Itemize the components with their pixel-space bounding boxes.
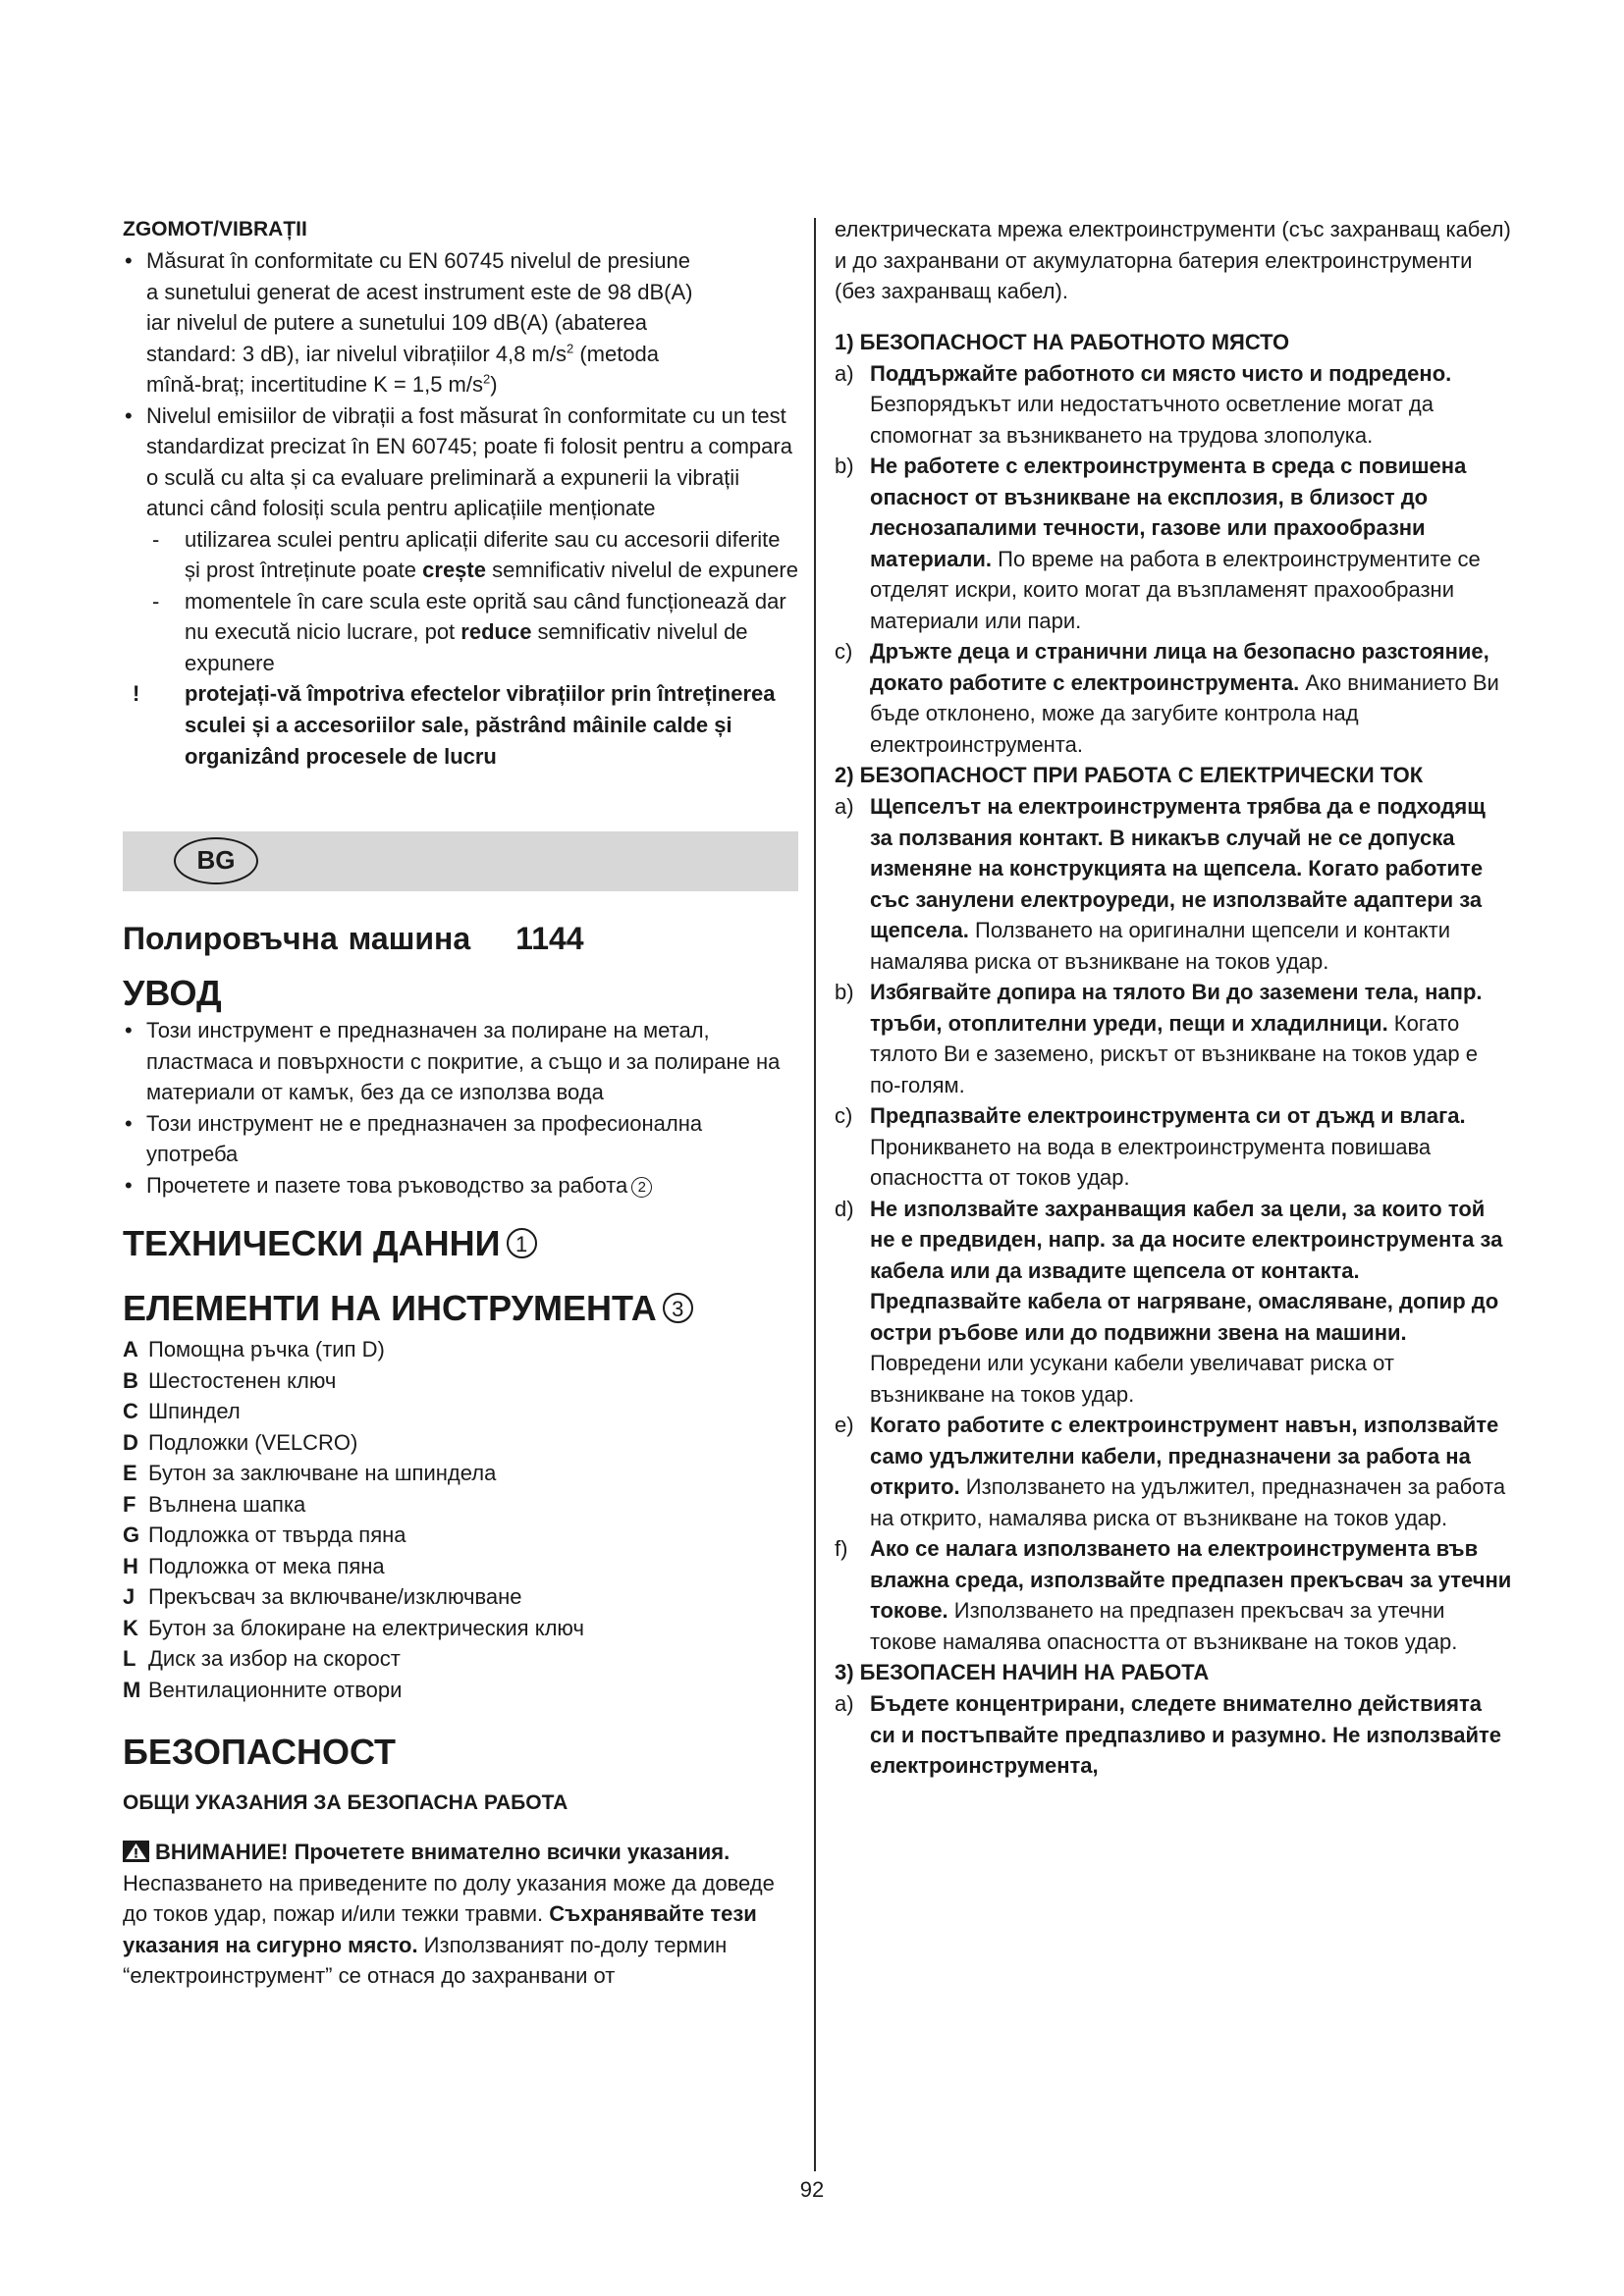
- part-item: A Помощна ръчка (тип D): [123, 1337, 385, 1362]
- part-item: B Шестостенен ключ: [123, 1367, 337, 1393]
- part-item: K Бутон за блокиране на електрическия ключ: [123, 1615, 584, 1640]
- part-item: D Подложки (VELCRO): [123, 1429, 358, 1455]
- general-safety-heading: ОБЩИ УКАЗАНИЯ ЗА БЕЗОПАСНА РАБОТА: [123, 1791, 568, 1814]
- continued-paragraph: електрическата мрежа електроинструменти (със захранващ кабел) и до захранвани от акумулаторна батерия електроинструменти (без захранващ кабел).: [835, 217, 1511, 303]
- safety-item: c) Дръжте деца и странични лица на безопасно разстояние, докато работите с електроинструмента. Ако вниманието Ви бъде отклонено, може да загубите контрола над електроинструмента.: [835, 639, 1499, 757]
- tech-data-heading: ТЕХНИЧЕСКИ ДАННИ 1: [123, 1222, 798, 1265]
- safety-item: a) Поддържайте работното си място чисто и подредено. Безпорядъкът или недостатъчното осветление могат да спомогнат за възникването на трудова злополука.: [835, 360, 1452, 448]
- part-item: J Прекъсвач за включване/изключване: [123, 1584, 522, 1609]
- safety-item: b) Не работете с електроинструмента в среда с повишена опасност от възникване на експлозия, в близост до леснозапалими течности, газове или прахообразни материали. По време на работа в електроинструментите се отделят искри, които могат да възпламенят прахообразни материали или пари.: [835, 454, 1481, 633]
- safety-item: e) Когато работите с електроинструмент навън, използвайте само удължителни кабели, предназначени за работа на открито. Използването на удължител, предназначен за работа на открито, намалява риска от възникване на токов удар.: [835, 1413, 1506, 1530]
- section-heading-electrical: 2) БЕЗОПАСНОСТ ПРИ РАБОТА С ЕЛЕКТРИЧЕСКИ ТОК: [835, 763, 1424, 787]
- ro-noise-heading: ZGOMOT/VIBRAȚII: [123, 218, 307, 240]
- product-title: Полировъчна машина 1144: [123, 921, 584, 956]
- ro-exclamation-note: ! protejați-vă împotriva efectelor vibrațiilor prin întreținerea sculei și a accesoriilor sale, păstrând mâinile calde și organizând procesele de lucru: [133, 681, 776, 769]
- safety-item: a) Щепселът на електроинструмента трябва да е подходящ за ползвания контакт. В никакъв случай не се допуска изменяне на конструкцията на щепсела. Когато работите със занулени електроуреди, не използвайте адаптери за щепсела. Ползването на оригинални щепсели и контакти намалява риска от възникване на токов удар.: [835, 794, 1486, 974]
- safety-heading: БЕЗОПАСНОСТ: [123, 1732, 397, 1772]
- language-bar: [123, 831, 798, 891]
- warning-paragraph: ВНИМАНИЕ! Прочетете внимателно всички указания. Неспазването на приведените по долу указания може да доведе до токов удар, пожар и/или тежки травми. Съхранявайте тези указания на сигурно място. Използваният по-долу термин “електроинструмент” се отнася до захранвани от: [123, 1840, 775, 1988]
- intro-bullet: • Този инструмент не е предназначен за професионална употреба: [123, 1108, 798, 1170]
- parts-list: [123, 1334, 798, 1705]
- figure-ref: 1: [507, 1228, 537, 1258]
- warning-icon: [123, 1841, 149, 1862]
- part-item: G Подложка от твърда пяна: [123, 1522, 406, 1547]
- left-column: [123, 214, 798, 1992]
- section-heading-work-method: 3) БЕЗОПАСЕН НАЧИН НА РАБОТА: [835, 1660, 1210, 1684]
- safety-item: f) Ако се налага използването на електроинструмента във влажна среда, използвайте предпазен прекъсвач за утечни токове. Използването на предпазен прекъсвач за утечни токове намалява опасността от възникване на токов удар.: [835, 1536, 1512, 1654]
- column-divider: [814, 218, 816, 2171]
- intro-bullet: • Прочетете и пазете това ръководство за работа 2: [123, 1170, 798, 1201]
- figure-ref: 2: [631, 1177, 652, 1198]
- safety-item: b) Избягвайте допира на тялото Ви до заземени тела, напр. тръби, отоплителни уреди, пещи и хладилници. Когато тялото Ви е заземено, рискът от възникване на токов удар е по-голям.: [835, 980, 1483, 1097]
- safety-item: c) Предпазвайте електроинструмента си от дъжд и влага. Проникването на вода в електроинструмента повишава опасността от токов удар.: [835, 1103, 1466, 1190]
- part-item: M Вентилационните отвори: [123, 1677, 403, 1702]
- part-item: F Вълнена шапка: [123, 1491, 306, 1517]
- intro-heading: УВОД: [123, 973, 222, 1013]
- figure-ref: 3: [663, 1293, 693, 1323]
- ro-bullet-vibration: • Nivelul emisiilor de vibrații a fost măsurat în conformitate cu un test standardizat precizat în EN 60745; poate fi folosit pentru a compara o sculă cu alta și ca evaluare preliminară a expunerii la vibrații atunci când folosiți scula pentru aplicațiile menționate: [123, 400, 798, 524]
- part-item: H Подложка от мека пяна: [123, 1553, 385, 1578]
- safety-item: a) Бъдете концентрирани, следете внимателно действията си и постъпвайте предпазливо и разумно. Не използвайте електроинструмента,: [835, 1691, 1501, 1778]
- ro-bullet-measurement: • Măsurat în conformitate cu EN 60745 nivelul de presiune a sunetului generat de acest instrument este de 98 dB(A) iar nivelul de putere a sunetului 109 dB(A) (abaterea standard: 3 dB), iar nivelul vibrațiilor 4,8 $m/s^2$ (metoda mînă-braț; incertitudine K = 1,5 $m/s^2$): [123, 245, 798, 400]
- ro-dash-item: - utilizarea sculei pentru aplicații diferite sau cu accesorii diferite și prost întreținute poate crește semnificativ nivelul de expunere: [152, 526, 798, 582]
- intro-bullet: • Този инструмент е предназначен за полиране на метал, пластмаса и повърхности с покритие, а също и за полиране на материали от камък, без да се използва вода: [123, 1015, 798, 1108]
- right-column: [835, 214, 1512, 1782]
- model-number: 1144: [515, 921, 584, 956]
- part-item: E Бутон за заключване на шпиндела: [123, 1461, 497, 1485]
- section-heading-workplace: 1) БЕЗОПАСНОСТ НА РАБОТНОТО МЯСТО: [835, 329, 1290, 354]
- part-item: C Шпиндел: [123, 1399, 241, 1423]
- page-number: 92: [799, 2177, 825, 2202]
- elements-heading: ЕЛЕМЕНТИ НА ИНСТРУМЕНТА 3: [123, 1287, 798, 1330]
- ro-dash-item: - momentele în care scula este oprită sau când funcționează dar nu execută nicio lucrare, pot reduce semnificativ nivelul de expunere: [152, 588, 786, 675]
- language-badge: BG: [174, 837, 258, 884]
- part-item: L Диск за избор на скорост: [123, 1646, 401, 1671]
- safety-item: d) Не използвайте захранващия кабел за цели, за които той не е предвиден, напр. за да носите електроинструмента за кабела или да извадите щепсела от контакта. Предпазвайте кабела от нагряване, омасляване, допир до остри ръбове или до подвижни звена на машини. Повредени или усукани кабели увеличават риска от възникване на токов удар.: [835, 1196, 1503, 1407]
